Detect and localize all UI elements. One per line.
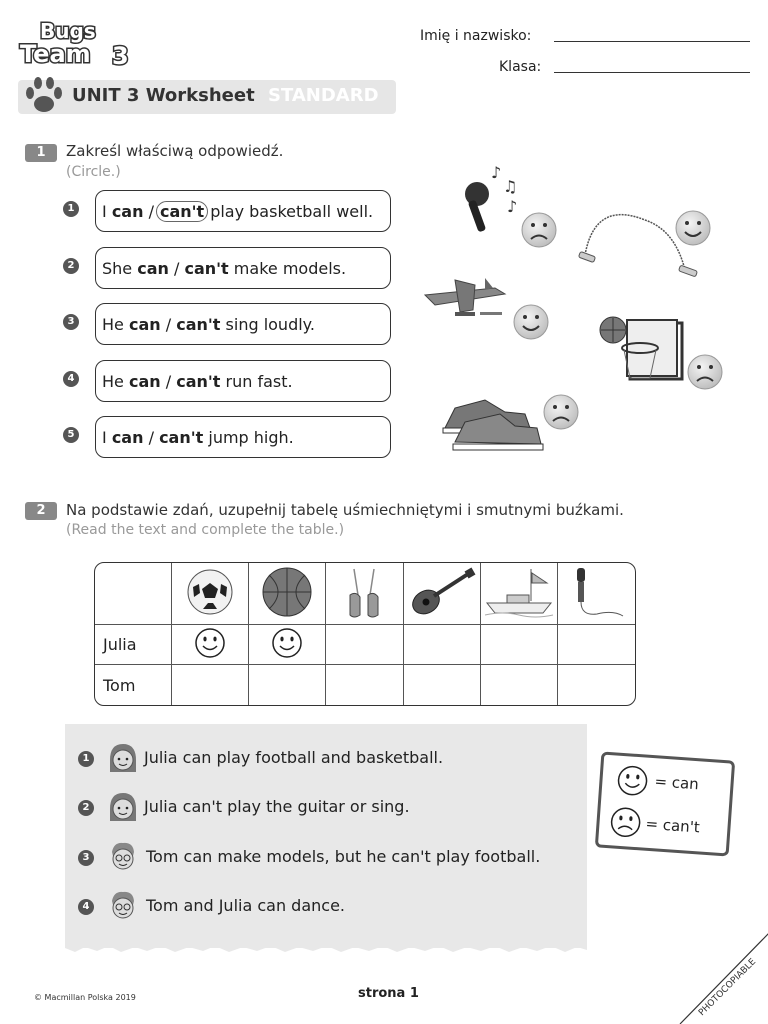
julia-guitar-cell[interactable] [404, 625, 481, 665]
class-label: Klasa: [499, 59, 542, 75]
exercise1-illustrations [415, 160, 765, 460]
rest: jump high. [208, 427, 294, 447]
tom-models-cell[interactable] [481, 665, 558, 705]
logo-number: 3 [112, 42, 129, 70]
statement-2: Julia can't play the guitar or sing. [144, 797, 410, 816]
table-row-tom [95, 665, 635, 705]
rest: play basketball well. [210, 201, 374, 221]
subject: She [102, 258, 133, 278]
item-number-3: 3 [63, 314, 79, 330]
tom-avatar-icon [106, 889, 140, 925]
boat-icon [483, 565, 555, 619]
julia-basketball-cell[interactable] [249, 625, 326, 665]
julia-avatar-icon [106, 742, 140, 778]
table-header-row [95, 563, 635, 625]
subject: He [102, 314, 124, 334]
class-field[interactable] [554, 72, 750, 73]
slash: / [165, 314, 172, 334]
happy-face-icon [676, 211, 710, 245]
subject: He [102, 371, 124, 391]
item-number-1: 1 [63, 201, 79, 217]
option-can[interactable]: can [111, 201, 144, 221]
trainers-icon [443, 400, 543, 450]
row-label-julia: Julia [95, 625, 172, 665]
microphone-icon [465, 163, 517, 232]
sentence-5[interactable] [95, 416, 391, 458]
legend-can: = can [653, 772, 700, 794]
basketball-icon [261, 566, 313, 618]
tom-sing-cell[interactable] [558, 665, 635, 705]
slash: / [174, 258, 180, 278]
guitar-cell [404, 563, 481, 625]
tom-avatar-icon [106, 840, 140, 876]
julia-football-cell[interactable] [172, 625, 249, 665]
tom-guitar-cell[interactable] [404, 665, 481, 705]
julia-avatar-icon [106, 791, 140, 827]
happy-face-icon [615, 764, 649, 798]
exercise1-sub: (Circle.) [66, 164, 121, 180]
page-number: strona 1 [358, 986, 419, 1001]
svg-text:♪: ♪ [491, 163, 502, 182]
football-cell [172, 563, 249, 625]
option-can[interactable]: can [111, 427, 144, 447]
option-cant-circled[interactable]: can't [156, 201, 208, 222]
ballet-shoes-cell [326, 563, 403, 625]
paw-icon [22, 76, 66, 116]
statement-4: Tom and Julia can dance. [146, 896, 345, 915]
rest: sing loudly. [225, 314, 315, 334]
sad-face-icon [609, 805, 643, 839]
sentence-2[interactable] [95, 247, 391, 289]
exercise2-instruction: Na podstawie zdań, uzupełnij tabelę uśmiechniętymi i smutnymi buźkami. [66, 501, 624, 519]
microphone-cell [558, 563, 635, 625]
item-number-4: 4 [63, 371, 79, 387]
option-cant[interactable]: can't [176, 371, 221, 391]
ballet-shoes-icon [344, 565, 384, 619]
boat-cell [481, 563, 558, 625]
tom-basketball-cell[interactable] [249, 665, 326, 705]
exercise1-number: 1 [25, 144, 57, 162]
svg-text:♪: ♪ [507, 197, 518, 216]
exercise2-sub: (Read the text and complete the table.) [66, 522, 345, 538]
item-number-5: 5 [63, 427, 79, 443]
football-icon [185, 567, 235, 617]
julia-models-cell[interactable] [481, 625, 558, 665]
julia-sing-cell[interactable] [558, 625, 635, 665]
name-field[interactable] [554, 41, 750, 42]
tom-dance-cell[interactable] [326, 665, 403, 705]
torn-edge [65, 944, 587, 954]
legend-cant: = can't [644, 814, 701, 837]
option-cant[interactable]: can't [176, 314, 221, 334]
option-can[interactable]: can [137, 258, 169, 278]
legend-card [595, 751, 735, 856]
logo-line2: Team [20, 40, 91, 68]
microphone-icon [563, 564, 629, 620]
table-row-julia [95, 625, 635, 665]
subject: I [102, 427, 107, 447]
rest: run fast. [225, 371, 293, 391]
sentence-3[interactable] [95, 303, 391, 345]
svg-text:♫: ♫ [503, 177, 518, 196]
statement-number-2: 2 [78, 800, 94, 816]
slash: / [148, 201, 154, 221]
tom-football-cell[interactable] [172, 665, 249, 705]
statement-number-4: 4 [78, 899, 94, 915]
row-label-tom: Tom [95, 665, 172, 705]
sentence-1[interactable] [95, 190, 391, 232]
option-cant[interactable]: can't [184, 258, 229, 278]
happy-face-icon [514, 305, 548, 339]
empty-corner-cell [95, 563, 172, 625]
option-cant[interactable]: can't [159, 427, 204, 447]
statement-number-1: 1 [78, 751, 94, 767]
banner-level: STANDARD [268, 85, 379, 106]
sentence-4[interactable] [95, 360, 391, 402]
activity-table [94, 562, 636, 706]
rest: make models. [233, 258, 347, 278]
bugs-team-logo [18, 18, 138, 70]
basketball-cell [249, 563, 326, 625]
copyright: © Macmillan Polska 2019 [34, 993, 136, 1002]
sad-face-icon [544, 395, 578, 429]
subject: I [102, 201, 107, 221]
option-can[interactable]: can [128, 371, 161, 391]
logo-line1: Bugs [40, 19, 96, 43]
photocopiable-label: PHOTOCOPIABLE [697, 957, 759, 1019]
exercise2-number: 2 [25, 502, 57, 520]
slash: / [165, 371, 172, 391]
worksheet-banner [18, 80, 396, 114]
sad-face-icon [522, 213, 556, 247]
happy-face-icon [271, 627, 303, 659]
slash: / [148, 427, 154, 447]
model-plane-icon [425, 278, 505, 316]
option-can[interactable]: can [128, 314, 161, 334]
statement-number-3: 3 [78, 850, 94, 866]
julia-dance-cell[interactable] [326, 625, 403, 665]
banner-title: UNIT 3 Worksheet [72, 85, 255, 106]
name-label: Imię i nazwisko: [420, 28, 532, 44]
basketball-hoop-icon [600, 317, 682, 379]
statement-3: Tom can make models, but he can't play football. [146, 847, 541, 866]
sad-face-icon [688, 355, 722, 389]
guitar-icon [408, 566, 476, 618]
exercise1-instruction: Zakreśl właściwą odpowiedź. [66, 142, 284, 160]
statement-1: Julia can play football and basketball. [144, 748, 444, 767]
photocopiable-corner [650, 930, 768, 1024]
item-number-2: 2 [63, 258, 79, 274]
happy-face-icon [194, 627, 226, 659]
